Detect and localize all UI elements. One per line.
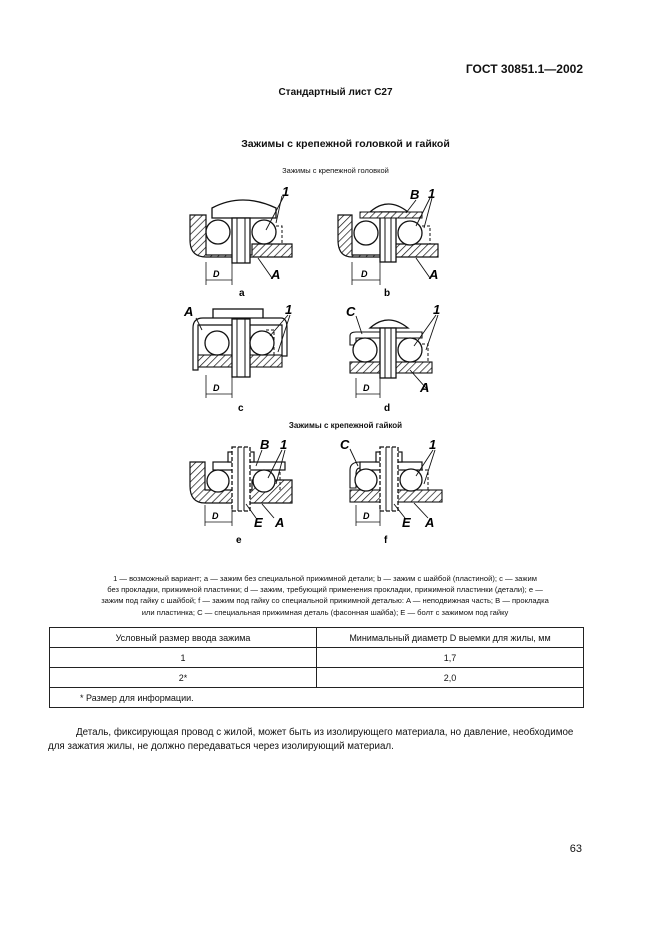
figure-f-label-1: 1 bbox=[429, 437, 437, 452]
legend-line: или пластинка; C — специальная прижимная деталь (фасонная шайба); E — болт с зажимом под гайку bbox=[141, 607, 509, 617]
figure-f-label-E: E bbox=[402, 515, 411, 530]
figure-d-caption: d bbox=[384, 403, 391, 414]
subsection-head-title: Зажимы с крепежной головкой bbox=[282, 166, 389, 175]
figure-a bbox=[190, 184, 292, 299]
figure-b-caption: b bbox=[384, 288, 391, 299]
figure-e-caption: e bbox=[236, 535, 242, 546]
table-header-row bbox=[50, 628, 584, 648]
body-paragraph: Деталь, фиксирующая провод с жилой, может быть из изолирующего материала, но давление, необходимое для зажатия жилы, не должно передаваться через изолирующий материал. bbox=[48, 727, 574, 752]
table-cell-size: 1 bbox=[50, 648, 317, 668]
table-header-size: Условный размер ввода зажима bbox=[50, 628, 317, 648]
table-row bbox=[50, 668, 584, 688]
sheet-title: Стандартный лист С27 bbox=[278, 87, 393, 98]
legend-line: 1 — возможный вариант; a — зажим без специальной прижимной детали; b — зажим с шайбой (пластиной); c — зажим bbox=[113, 574, 537, 583]
figure-d-label-A: A bbox=[420, 380, 430, 395]
figure-b-label-A: A bbox=[429, 267, 439, 282]
figure-a-caption: a bbox=[239, 288, 245, 299]
figure-f-label-A: A bbox=[425, 515, 435, 530]
table-footnote-row bbox=[50, 688, 584, 708]
table-cell-diameter: 2,0 bbox=[317, 668, 584, 688]
figure-f-label-D: D bbox=[363, 511, 370, 521]
figure-d-label-C: C bbox=[346, 304, 356, 319]
figure-c-label-A: A bbox=[184, 304, 194, 319]
figure-e-label-B: B bbox=[260, 437, 270, 452]
diameter-table bbox=[49, 627, 584, 708]
standard-number: ГОСТ 30851.1—2002 bbox=[465, 62, 583, 76]
figure-b-label-1: 1 bbox=[428, 186, 436, 201]
section-title: Зажимы с крепежной головкой и гайкой bbox=[241, 138, 450, 150]
figure-b-label-B: B bbox=[410, 187, 420, 202]
figure-legend bbox=[55, 573, 595, 618]
figure-f-label-C: C bbox=[340, 437, 350, 452]
subsection-nut-title: Зажимы с крепежной гайкой bbox=[288, 421, 403, 430]
figure-e-label-E: E bbox=[254, 515, 263, 530]
figure-c-label-1: 1 bbox=[285, 302, 293, 317]
figure-e-label-D: D bbox=[212, 511, 219, 521]
figure-e bbox=[190, 437, 292, 546]
figure-d bbox=[346, 302, 440, 414]
table-cell-diameter: 1,7 bbox=[317, 648, 584, 668]
figure-f-caption: f bbox=[384, 535, 388, 546]
figure-b-label-D: D bbox=[361, 269, 368, 279]
figure-b bbox=[338, 186, 438, 299]
table-header-diameter: Минимальный диаметр D выемки для жилы, мм bbox=[317, 628, 584, 648]
figure-e-label-1: 1 bbox=[280, 437, 288, 452]
legend-line: без прокладки, прижимной пластинки; d — зажим, требующий применения прокладки, прижимной пластинки (детали); e — bbox=[107, 585, 543, 595]
table-footnote: * Размер для информации. bbox=[50, 688, 584, 708]
table-row bbox=[50, 648, 584, 668]
figure-a-label-1: 1 bbox=[282, 184, 290, 199]
figure-a-label-D: D bbox=[213, 269, 220, 279]
figure-f bbox=[340, 437, 442, 546]
figure-d-label-D: D bbox=[363, 383, 370, 393]
figure-c-caption: c bbox=[238, 403, 244, 414]
figure-d-label-1: 1 bbox=[433, 302, 441, 317]
table-cell-size: 2* bbox=[50, 668, 317, 688]
figure-c-label-D: D bbox=[213, 383, 220, 393]
legend-line: зажим под гайку с шайбой; f — зажим под гайку со специальной прижимной деталью: A — неподвижная часть; B — прокладка bbox=[101, 596, 549, 606]
figure-e-label-A: A bbox=[275, 515, 285, 530]
figure-c bbox=[183, 302, 292, 414]
page-number: 63 bbox=[569, 843, 582, 855]
figure-a-label-A: A bbox=[271, 267, 281, 282]
